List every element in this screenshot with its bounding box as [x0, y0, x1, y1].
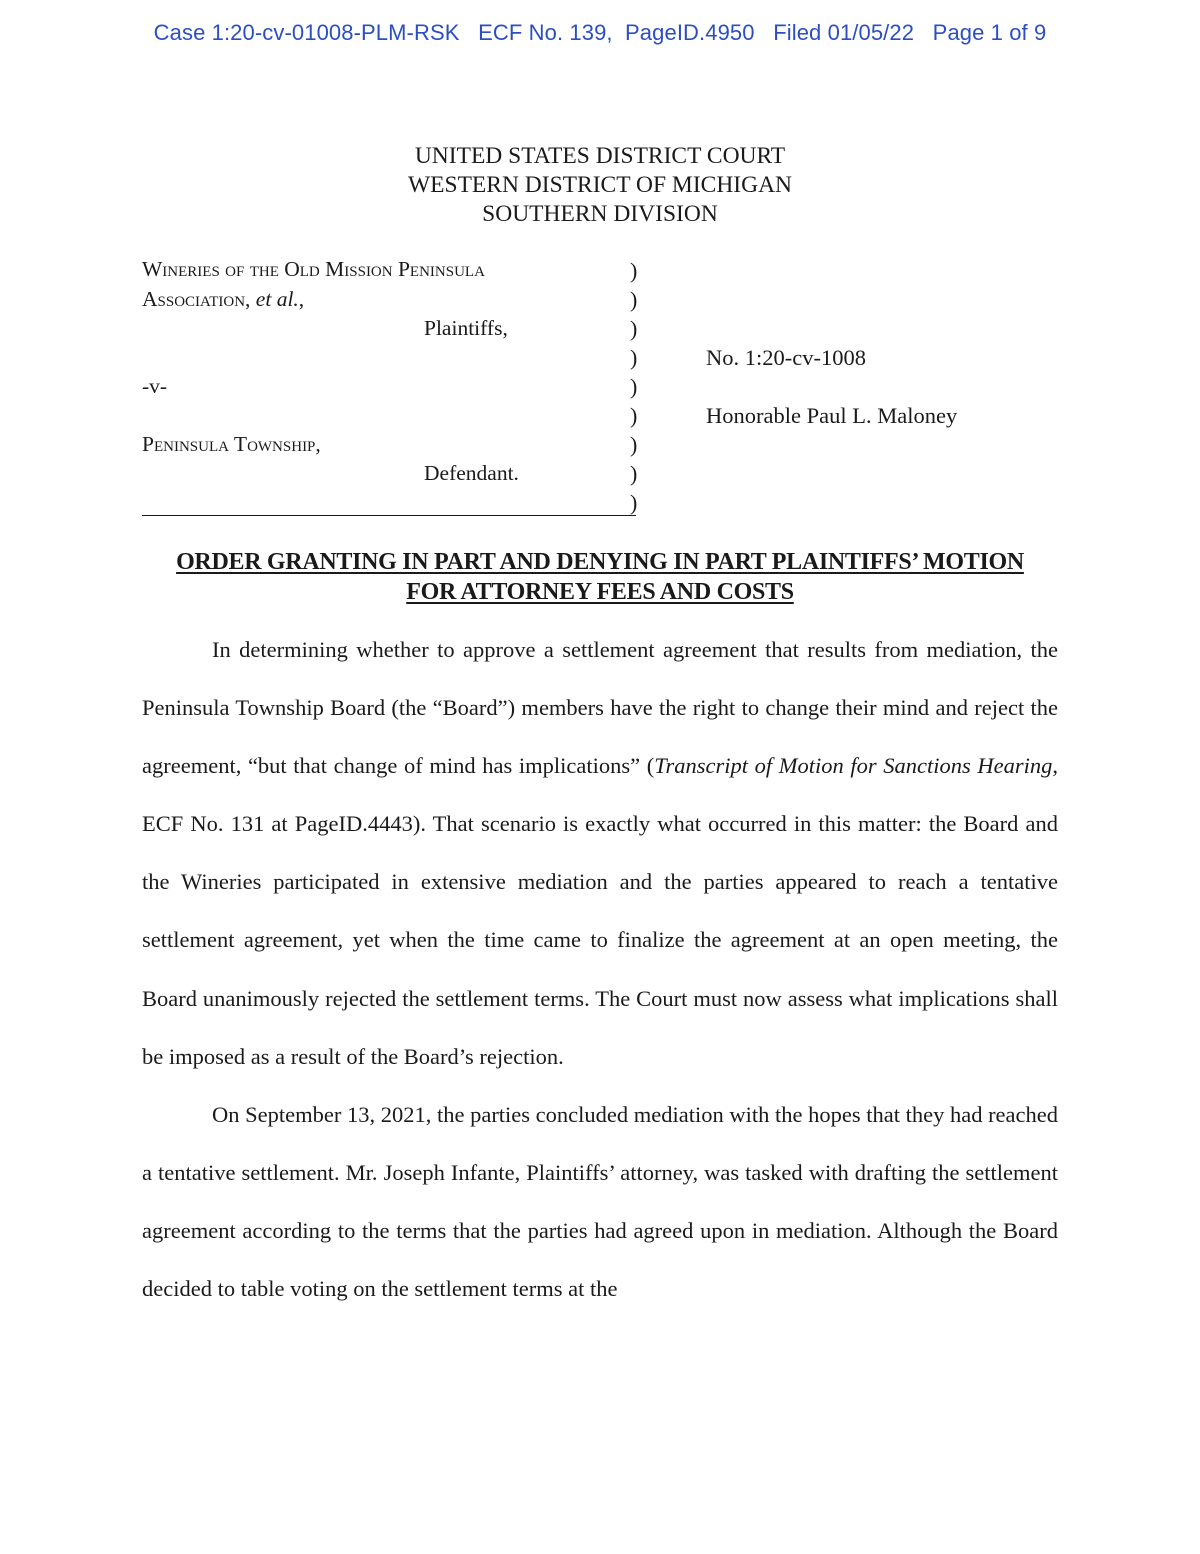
- transcript-citation: Transcript of Motion for Sanctions Hearing: [654, 753, 1053, 779]
- paragraph-1: [142, 621, 1058, 1086]
- plaintiff-association: Association,: [142, 287, 251, 311]
- caption-divider: [142, 515, 636, 516]
- order-body: [142, 621, 1058, 1318]
- caption-paren: ): [630, 490, 638, 515]
- plaintiff-name-line-1: Wineries of the Old Mission Peninsula: [142, 257, 485, 281]
- ecf-filing-header: Case 1:20-cv-01008-PLM-RSK ECF No. 139, PageID.4950 Filed 01/05/22 Page 1 of 9: [153, 20, 1047, 45]
- caption-paren: ): [630, 316, 638, 341]
- caption-parenthesis-column: [630, 256, 637, 517]
- defendant-name: Peninsula Township,: [142, 432, 321, 456]
- plaintiff-name-line-2: [142, 287, 304, 312]
- caption-paren: ): [630, 403, 638, 428]
- paragraph-1-part-a: In determining whether to approve a settlement agreement that results from mediation, the Peninsula Township Board (the “Board”) members have the right to change their mind and reject the agreement, “but that change of mind has implications” (: [142, 637, 1058, 779]
- plaintiff-role: Plaintiffs,: [424, 316, 508, 340]
- judge-name: Honorable Paul L. Maloney: [706, 403, 958, 428]
- order-title-line-1: ORDER GRANTING IN PART AND DENYING IN PART PLAINTIFFS’ MOTION: [176, 549, 1024, 575]
- order-title-line-2: FOR ATTORNEY FEES AND COSTS: [406, 579, 794, 605]
- caption-paren: ): [630, 258, 638, 283]
- et-al-comma: ,: [298, 287, 305, 311]
- court-name-line: UNITED STATES DISTRICT COURT: [414, 143, 786, 169]
- caption-paren: ): [630, 287, 638, 312]
- court-name-block: [0, 142, 1200, 229]
- defendant-role: Defendant.: [424, 461, 519, 485]
- district-name-line: WESTERN DISTRICT OF MICHIGAN: [407, 172, 793, 198]
- case-number: No. 1:20-cv-1008: [706, 345, 866, 370]
- et-al: et al.: [255, 287, 299, 311]
- versus-label: -v-: [142, 374, 168, 398]
- caption-paren: ): [630, 345, 638, 370]
- caption-paren: ): [630, 374, 638, 399]
- paragraph-2: On September 13, 2021, the parties concluded mediation with the hopes that they had reached a tentative settlement. Mr. Joseph Infante, Plaintiffs’ attorney, was tasked with drafting the settlement agreement according to the terms that the parties had agreed upon in mediation. Although the Board decided to table voting on the settlement terms at the: [142, 1101, 1059, 1302]
- caption-paren: ): [630, 432, 638, 457]
- paragraph-1-part-b: , ECF No. 131 at PageID.4443). That scenario is exactly what occurred in this matter: the Board and the Wineries participated in extensive mediation and the parties appeared to reach a tentative settlement agreement, yet when the time came to finalize the agreement at an open meeting, the Board unanimously rejected the settlement terms. The Court must now assess what implications shall be imposed as a result of the Board’s rejection.: [142, 753, 1058, 1069]
- caption-paren: ): [630, 461, 638, 486]
- order-title: [100, 547, 1100, 607]
- division-name-line: SOUTHERN DIVISION: [482, 201, 718, 227]
